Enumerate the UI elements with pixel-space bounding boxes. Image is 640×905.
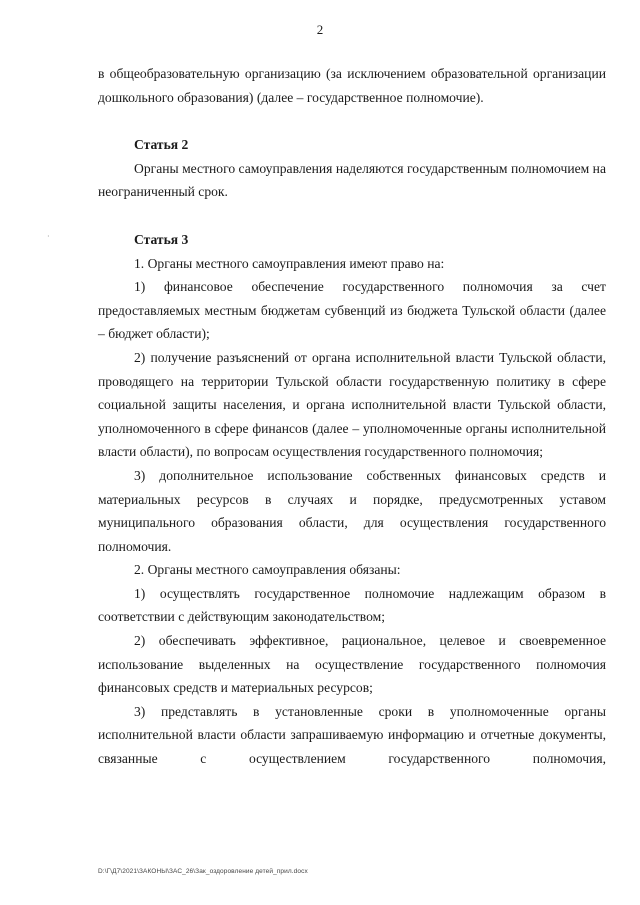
file-path-footer: D:\Г\Д7\2021\ЗАКОНЫ\ЗАС_26\Зак_оздоровление детей_прил.docx xyxy=(98,868,308,875)
document-body xyxy=(98,62,606,771)
page-number: 2 xyxy=(316,22,324,37)
scan-speck: · xyxy=(47,232,50,241)
article-3-item-1-2: 2) получение разъяснений от органа исполнительной власти Тульской области, проводящего на территории Тульской области государственную политику в сфере социальной защиты населения, и органа исполнительной власти Тульской области, уполномоченного в сфере финансов (далее – уполномоченные органы исполнительной власти области), по вопросам осуществления государственного полномочия; xyxy=(98,349,606,460)
article-3-paragraph-2: 2. Органы местного самоуправления обязаны: xyxy=(134,562,401,578)
spacer xyxy=(98,109,606,133)
article-3-item-2-1: 1) осуществлять государственное полномочие надлежащим образом в соответствии с действующим законодательством; xyxy=(98,585,606,625)
article-2-heading: Статья 2 xyxy=(134,137,189,153)
article-3-heading: Статья 3 xyxy=(134,231,189,247)
article-3-item-1-1: 1) финансовое обеспечение государственного полномочия за счет предоставляемых местным бюджетам субвенций из бюджета Тульской области (далее – бюджет области); xyxy=(98,279,606,342)
article-3-item-2-3: 3) представлять в установленные сроки в уполномоченные органы исполнительной власти области запрашиваемую информацию и отчетные документы, связанные с осуществлением государственного полномочия, xyxy=(98,703,606,767)
intro-paragraph: в общеобразовательную организацию (за исключением образовательной организации дошкольного образования) (далее – государственное полномочие). xyxy=(98,66,606,105)
article-2-text: Органы местного самоуправления наделяются государственным полномочием на неограниченный срок. xyxy=(98,160,606,200)
article-3-item-1-3: 3) дополнительное использование собственных финансовых средств и материальных ресурсов в случаях и порядке, предусмотренных уставом муниципального образования области, для осуществления государственного полномочия. xyxy=(98,467,606,554)
article-3-item-2-2: 2) обеспечивать эффективное, рациональное, целевое и своевременное использование выделенных на осуществление государственного полномочия финансовых средств и материальных ресурсов; xyxy=(98,633,606,696)
article-3-paragraph-1: 1. Органы местного самоуправления имеют право на: xyxy=(134,255,445,271)
spacer xyxy=(98,204,606,228)
